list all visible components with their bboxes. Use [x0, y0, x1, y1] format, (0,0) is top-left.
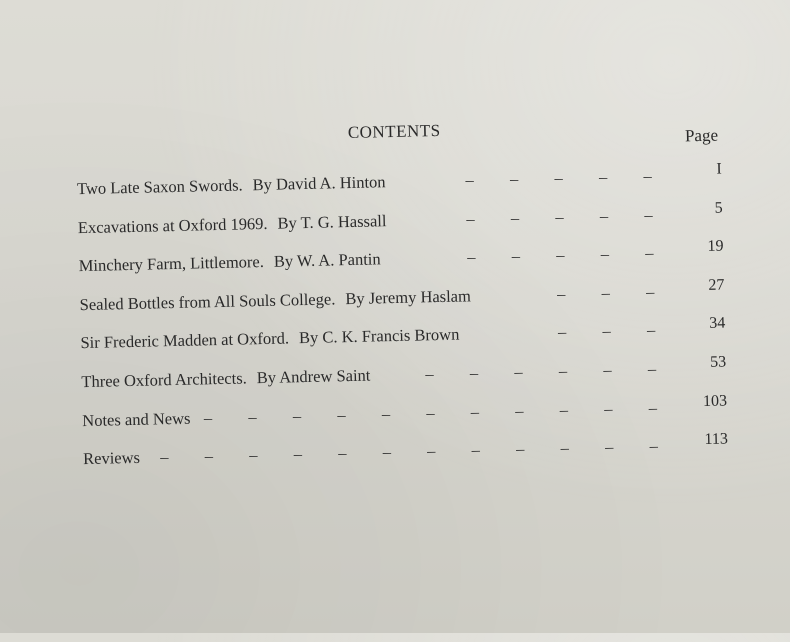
leader-dash: –	[493, 207, 538, 228]
entry-title: Sir Frederic Madden at Oxford.	[80, 329, 289, 353]
leader-dash: –	[631, 436, 676, 457]
page-column-label: Page	[685, 126, 718, 147]
entry-title: Sealed Bottles from All Souls College.	[79, 289, 335, 314]
entry-title: Notes and News	[82, 408, 191, 429]
entry-page-number: I	[682, 161, 722, 180]
leader-dash: –	[539, 284, 584, 305]
leader-dashes	[540, 320, 674, 343]
leader-dash: –	[583, 282, 628, 303]
entry-page-number: 103	[687, 392, 727, 411]
leader-dash: –	[537, 206, 582, 227]
leader-dash: –	[630, 397, 675, 418]
leader-dash: –	[541, 399, 586, 420]
entry-author: By T. G. Hassall	[277, 211, 386, 232]
leader-dash: –	[409, 441, 454, 462]
leader-dash: –	[542, 438, 587, 459]
leader-dash: –	[497, 400, 542, 421]
leader-dash: –	[449, 247, 494, 268]
leader-dash: –	[492, 169, 537, 190]
entry-page-number: 53	[686, 353, 726, 372]
leader-dash: –	[626, 204, 671, 225]
leader-dash: –	[453, 440, 498, 461]
leader-dash: –	[541, 361, 586, 382]
leader-dash: –	[496, 362, 541, 383]
leader-dash: –	[408, 402, 453, 423]
leader-dash: –	[452, 363, 497, 384]
contents-heading: CONTENTS	[348, 121, 441, 143]
leader-dash: –	[320, 443, 365, 464]
leader-dash: –	[275, 405, 320, 426]
entry-page-number: 5	[682, 199, 722, 218]
entry-title: Excavations at Oxford 1969.	[78, 213, 268, 236]
entry-author: By Andrew Saint	[257, 366, 371, 388]
leader-dash: –	[630, 359, 675, 380]
leader-dash: –	[540, 322, 585, 343]
entry-author: By C. K. Francis Brown	[299, 325, 460, 348]
leader-dash: –	[587, 437, 632, 458]
leader-dash: –	[447, 170, 492, 191]
table-of-contents	[77, 165, 729, 488]
leader-dash: –	[586, 398, 631, 419]
leader-dash: –	[582, 244, 627, 265]
entry-page-number: 113	[688, 431, 728, 450]
leader-dash: –	[628, 281, 673, 302]
leader-dash: –	[493, 246, 538, 267]
leader-dash: –	[142, 447, 187, 468]
leader-dash: –	[536, 168, 581, 189]
leader-dash: –	[538, 245, 583, 266]
leader-dash: –	[625, 166, 670, 187]
leader-dash: –	[407, 364, 452, 385]
entry-title: Two Late Saxon Swords.	[77, 175, 243, 198]
leader-dash: –	[363, 403, 408, 424]
entry-title: Minchery Farm, Littlemore.	[79, 252, 265, 275]
leader-dash: –	[364, 442, 409, 463]
leader-dashes	[539, 281, 673, 304]
leader-dash: –	[319, 404, 364, 425]
entry-author: By David A. Hinton	[252, 172, 385, 194]
leader-dash: –	[275, 444, 320, 465]
entry-title: Reviews	[83, 448, 140, 468]
leader-dash: –	[448, 208, 493, 229]
leader-dash: –	[186, 446, 231, 467]
entry-author: By Jeremy Haslam	[345, 286, 471, 308]
leader-dash: –	[186, 407, 231, 428]
leader-dash: –	[584, 321, 629, 342]
leader-dash: –	[231, 445, 276, 466]
leader-dash: –	[452, 401, 497, 422]
leader-dashes	[448, 204, 671, 229]
leader-dash: –	[581, 167, 626, 188]
entry-page-number: 34	[685, 315, 725, 334]
leader-dash: –	[498, 439, 543, 460]
entry-page-number: 27	[684, 276, 724, 295]
leader-dash: –	[627, 243, 672, 264]
entry-title: Three Oxford Architects.	[81, 368, 247, 391]
entry-page-number: 19	[683, 238, 723, 257]
leader-dashes	[449, 243, 672, 268]
leader-dash: –	[629, 320, 674, 341]
leader-dash: –	[582, 205, 627, 226]
entry-author: By W. A. Pantin	[274, 250, 381, 271]
leader-dash: –	[585, 360, 630, 381]
leader-dash: –	[230, 406, 275, 427]
leader-dashes	[447, 166, 670, 191]
